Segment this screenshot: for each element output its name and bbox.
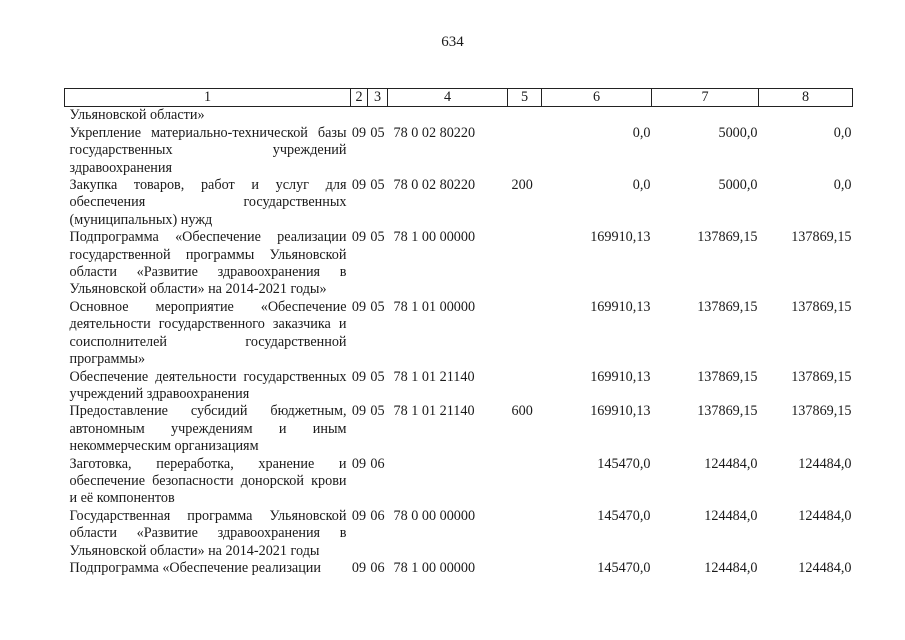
row-target-code: 78 0 00 00000	[393, 507, 476, 524]
header-col-2: 2	[351, 89, 368, 107]
header-col-8: 8	[759, 89, 853, 107]
table-row	[65, 299, 853, 369]
row-amount-col7: 5000,0	[718, 177, 758, 194]
row-section: 09	[351, 507, 367, 524]
header-row	[65, 89, 853, 107]
header-col-5: 5	[508, 89, 542, 107]
row-amount-col8: 137869,15	[791, 368, 852, 385]
row-amount-col8	[759, 107, 853, 125]
row-expense-type	[508, 508, 542, 560]
row-amount-col7: 124484,0	[704, 559, 758, 576]
table-row	[65, 403, 853, 455]
row-amount-col7: 137869,15	[697, 229, 758, 246]
table-row	[65, 177, 853, 229]
table-row	[65, 125, 853, 177]
row-amount-col7: 124484,0	[704, 507, 758, 524]
row-name: Предоставление субсидий бюджетным, автономным учреждениям и иным некоммерческим организациям	[69, 403, 347, 455]
row-name: Ульяновской области»	[69, 107, 205, 124]
row-expense-type	[508, 125, 542, 177]
row-amount-col6: 0,0	[632, 124, 651, 141]
row-amount-col6: 169910,13	[590, 229, 651, 246]
table-row	[65, 107, 853, 125]
row-name: Заготовка, переработка, хранение и обеспечение безопасности донорской крови и её компонентов	[69, 455, 347, 507]
row-amount-col7: 137869,15	[697, 403, 758, 420]
row-subsection: 06	[370, 559, 385, 576]
row-name: Подпрограмма «Обеспечение реализации	[69, 559, 321, 576]
row-amount-col8: 137869,15	[791, 298, 852, 315]
row-expense-type	[508, 369, 542, 404]
row-target-code	[388, 107, 508, 125]
row-target-code: 78 1 01 21140	[393, 368, 475, 385]
row-amount-col7	[652, 107, 759, 125]
row-name: Закупка товаров, работ и услуг для обеспечения государственных (муниципальных) нужд	[69, 177, 347, 228]
row-section: 09	[351, 229, 367, 246]
row-amount-col6: 169910,13	[590, 298, 651, 315]
header-col-7: 7	[652, 89, 759, 107]
table-row	[65, 560, 853, 577]
row-name: Основное мероприятие «Обеспечение деятельности государственного заказчика и соисполнителей государственной программы»	[69, 298, 347, 368]
row-target-code: 78 0 02 80220	[393, 124, 476, 141]
row-expense-type: 600	[511, 403, 533, 420]
row-name: Обеспечение деятельности государственных учреждений здравоохранения	[69, 368, 347, 402]
row-expense-type	[508, 560, 542, 577]
budget-table	[64, 88, 853, 577]
row-amount-col7: 124484,0	[704, 455, 758, 472]
row-section: 09	[351, 124, 367, 141]
row-amount-col8: 124484,0	[798, 455, 852, 472]
table-row	[65, 369, 853, 404]
header-col-3: 3	[368, 89, 388, 107]
row-subsection: 05	[370, 403, 385, 420]
row-amount-col8: 124484,0	[798, 559, 852, 576]
row-target-code: 78 1 00 00000	[393, 559, 476, 576]
row-expense-type	[508, 456, 542, 508]
row-subsection: 05	[370, 229, 385, 246]
row-section	[351, 107, 368, 125]
row-subsection: 05	[370, 124, 385, 141]
row-section: 09	[351, 403, 367, 420]
table-row	[65, 229, 853, 299]
row-amount-col7: 137869,15	[697, 298, 758, 315]
row-amount-col6: 169910,13	[590, 403, 651, 420]
row-expense-type	[508, 107, 542, 125]
row-subsection: 05	[370, 368, 385, 385]
row-amount-col6	[542, 107, 652, 125]
row-target-code: 78 1 00 00000	[393, 229, 476, 246]
row-name: Подпрограмма «Обеспечение реализации государственной программы Ульяновской области «Развитие здравоохранения в Ульяновской области» на 2014-2021 годы»	[69, 229, 347, 298]
row-amount-col8: 0,0	[833, 124, 852, 141]
row-amount-col8: 137869,15	[791, 229, 852, 246]
row-expense-type: 200	[511, 177, 533, 194]
row-name: Укрепление материально-технической базы государственных учреждений здравоохранения	[69, 124, 347, 176]
row-amount-col6: 169910,13	[590, 368, 651, 385]
row-name: Государственная программа Ульяновской области «Развитие здравоохранения в Ульяновской области» на 2014-2021 годы	[69, 507, 347, 559]
row-section: 09	[351, 559, 367, 576]
row-amount-col8: 137869,15	[791, 403, 852, 420]
row-amount-col8: 0,0	[833, 177, 852, 194]
table-row	[65, 456, 853, 508]
row-target-code	[388, 456, 508, 508]
row-expense-type	[508, 229, 542, 299]
row-subsection	[368, 107, 388, 125]
row-amount-col6: 145470,0	[597, 507, 651, 524]
page-number: 634	[441, 34, 464, 50]
row-amount-col8: 124484,0	[798, 507, 852, 524]
row-section: 09	[351, 298, 367, 315]
header-col-6: 6	[542, 89, 652, 107]
header-col-1: 1	[65, 89, 351, 107]
row-amount-col6: 0,0	[632, 177, 651, 194]
row-subsection: 05	[370, 177, 385, 194]
row-section: 09	[351, 455, 367, 472]
row-expense-type	[508, 299, 542, 369]
header-col-4: 4	[388, 89, 508, 107]
row-subsection: 05	[370, 298, 385, 315]
row-subsection: 06	[370, 455, 385, 472]
row-section: 09	[351, 368, 367, 385]
row-amount-col7: 137869,15	[697, 368, 758, 385]
row-subsection: 06	[370, 507, 385, 524]
row-section: 09	[351, 177, 367, 194]
row-target-code: 78 1 01 00000	[393, 298, 476, 315]
row-amount-col6: 145470,0	[597, 559, 651, 576]
row-amount-col7: 5000,0	[718, 124, 758, 141]
row-amount-col6: 145470,0	[597, 455, 651, 472]
row-target-code: 78 1 01 21140	[393, 403, 475, 420]
row-target-code: 78 0 02 80220	[393, 177, 476, 194]
table-row	[65, 508, 853, 560]
